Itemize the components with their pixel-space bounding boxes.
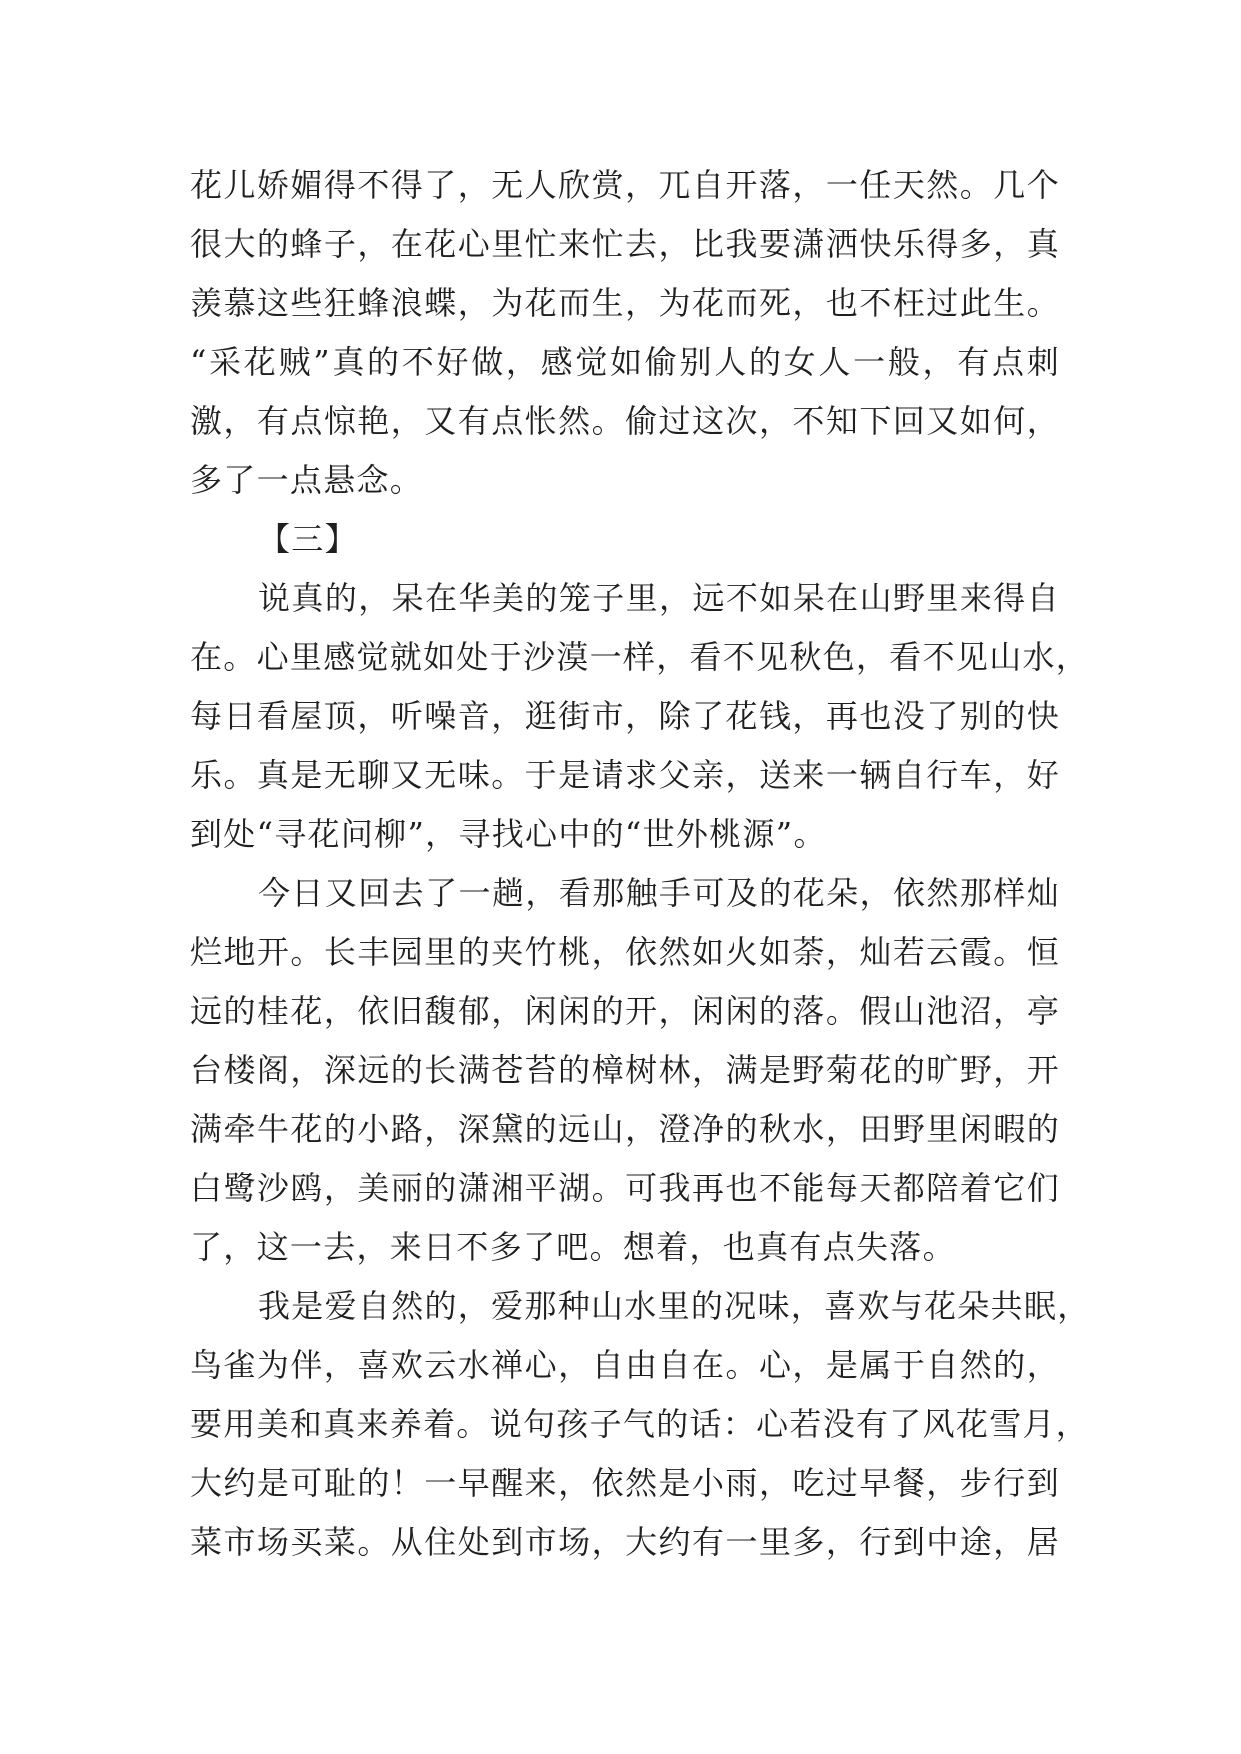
text-line: 花儿娇媚得不得了，无人欣赏，兀自开落，一任天然。几个 xyxy=(190,166,1060,204)
text-line: 激，有点惊艳，又有点怅然。偷过这次，不知下回又如何， xyxy=(190,402,1060,440)
paragraph-4 xyxy=(190,1277,1091,1572)
text-line: 在。心里感觉就如处于沙漠一样，看不见秋色，看不见山水， xyxy=(190,638,1090,676)
text-line: 大约是可耻的！一早醒来，依然是小雨，吃过早餐，步行到 xyxy=(190,1464,1060,1502)
text-line: 我是爱自然的，爱那种山水里的况味，喜欢与花朵共眠， xyxy=(258,1287,1091,1325)
paragraph-1 xyxy=(190,156,1060,510)
text-line: 白鹭沙鸥，美丽的潇湘平湖。可我再也不能每天都陪着它们 xyxy=(190,1169,1060,1207)
text-line: 台楼阁，深远的长满苍苔的樟树林，满是野菊花的旷野，开 xyxy=(190,1051,1060,1089)
text-line: “采花贼”真的不好做，感觉如偷别人的女人一般，有点刺 xyxy=(190,343,1060,381)
text-line: 了，这一去，来日不多了吧。想着，也真有点失落。 xyxy=(190,1228,956,1266)
text-line: 很大的蜂子，在花心里忙来忙去，比我要潇洒快乐得多，真 xyxy=(190,225,1060,263)
paragraph-3 xyxy=(190,864,1060,1277)
text-line: 远的桂花，依旧馥郁，闲闲的开，闲闲的落。假山池沼，亭 xyxy=(190,992,1060,1030)
text-line: 要用美和真来养着。说句孩子气的话：心若没有了风花雪月， xyxy=(190,1405,1090,1443)
text-line: 每日看屋顶，听噪音，逛街市，除了花钱，再也没了别的快 xyxy=(190,697,1060,735)
text-line: 多了一点悬念。 xyxy=(190,461,424,499)
text-line: 菜市场买菜。从住处到市场，大约有一里多，行到中途，居 xyxy=(190,1523,1060,1561)
paragraph-2 xyxy=(190,569,1090,864)
document-body xyxy=(190,156,1091,1572)
text-line: 今日又回去了一趟，看那触手可及的花朵，依然那样灿 xyxy=(258,874,1060,912)
text-line: 羡慕这些狂蜂浪蝶，为花而生，为花而死，也不枉过此生。 xyxy=(190,284,1060,322)
section-heading: 【三】 xyxy=(258,520,358,558)
text-line: 说真的，呆在华美的笼子里，远不如呆在山野里来得自 xyxy=(258,579,1060,617)
text-line: 烂地开。长丰园里的夹竹桃，依然如火如荼，灿若云霞。恒 xyxy=(190,933,1060,971)
text-line: 乐。真是无聊又无味。于是请求父亲，送来一辆自行车，好 xyxy=(190,756,1060,794)
text-line: 满牵牛花的小路，深黛的远山，澄净的秋水，田野里闲暇的 xyxy=(190,1110,1060,1148)
text-line: 鸟雀为伴，喜欢云水禅心，自由自在。心，是属于自然的， xyxy=(190,1346,1060,1384)
text-line: 到处“寻花问柳”，寻找心中的“世外桃源”。 xyxy=(190,815,827,853)
